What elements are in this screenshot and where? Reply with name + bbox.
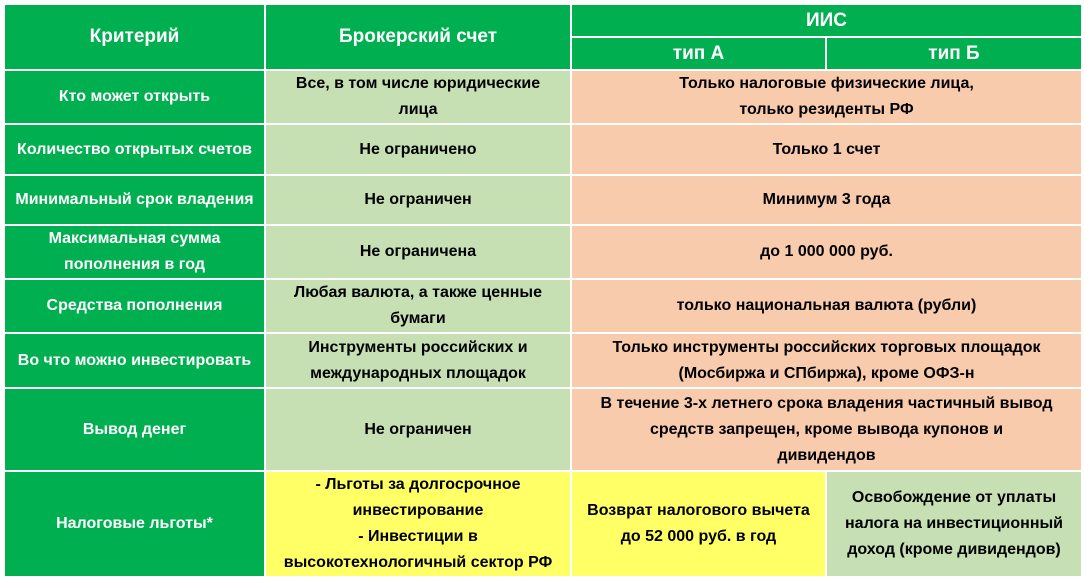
iis-cell — [571, 388, 1082, 471]
cell-line: Только налоговые физические лица, — [679, 75, 974, 92]
table-row-tax — [4, 471, 1082, 577]
cell-line: дивидендов — [777, 446, 876, 464]
type-a-tax-cell — [571, 471, 826, 577]
broker-tax-cell — [265, 471, 571, 577]
broker-cell — [265, 388, 571, 471]
broker-cell — [265, 175, 571, 225]
broker-cell — [265, 225, 571, 279]
cell-line: Освобождение от уплаты — [851, 489, 1057, 506]
cell-line: бумаги — [390, 310, 446, 327]
header-criterion: Критерий — [4, 4, 265, 70]
broker-cell — [265, 124, 571, 175]
criterion-cell: Максимальная сумма пополнения в год — [4, 225, 265, 279]
cell-line: - Инвестиции в — [358, 528, 478, 545]
criterion-cell: Во что можно инвестировать — [4, 333, 265, 388]
iis-cell — [571, 70, 1082, 124]
table-row — [4, 70, 1082, 124]
cell-line: средств запрещен, кроме вывода купонов и — [649, 420, 1004, 438]
cell-line: Не ограничена — [359, 243, 477, 260]
table-row — [4, 124, 1082, 175]
cell-line: Не ограничен — [364, 420, 472, 438]
broker-cell — [265, 279, 571, 333]
header-broker-account: Брокерский счет — [265, 4, 571, 70]
iis-cell — [571, 175, 1082, 225]
cell-line: лица — [398, 101, 438, 118]
table-row — [4, 333, 1082, 388]
broker-cell — [265, 70, 571, 124]
cell-line: только резиденты РФ — [739, 101, 914, 118]
criterion-cell: Вывод денег — [4, 388, 265, 471]
criterion-cell: Минимальный срок владения — [4, 175, 265, 225]
criterion-cell: Средства пополнения — [4, 279, 265, 333]
header-row-top — [4, 4, 1082, 37]
iis-cell — [571, 225, 1082, 279]
cell-line: - Льготы за долгосрочное — [315, 476, 521, 493]
iis-cell — [571, 333, 1082, 388]
cell-line: Все, в том числе юридические — [295, 75, 541, 92]
cell-line: Минимум 3 года — [762, 191, 891, 208]
cell-line: Любая валюта, а также ценные — [293, 284, 542, 301]
broker-cell — [265, 333, 571, 388]
header-iis: ИИС — [571, 4, 1082, 37]
header-type-b: тип Б — [826, 37, 1082, 70]
cell-line: до 52 000 руб. в год — [620, 528, 777, 545]
comparison-table — [3, 3, 1083, 578]
cell-line: (Мосбиржа и СПбиржа), кроме ОФЗ-н — [678, 364, 975, 382]
iis-cell — [571, 279, 1082, 333]
cell-line: Возврат налогового вычета — [587, 502, 810, 519]
cell-line: В течение 3-х летнего срока владения частичный вывод — [600, 394, 1053, 412]
cell-line: Инструменты российских и — [308, 338, 528, 356]
table-row — [4, 388, 1082, 471]
cell-line: высокотехнологичный сектор РФ — [283, 554, 553, 571]
criterion-cell: Количество открытых счетов — [4, 124, 265, 175]
criterion-cell: Налоговые льготы* — [4, 471, 265, 577]
header-type-a: тип А — [571, 37, 826, 70]
cell-line: Не ограничено — [359, 140, 477, 158]
cell-line: до 1 000 000 руб. — [760, 243, 893, 260]
type-b-tax-cell — [826, 471, 1082, 577]
cell-line: Только 1 счет — [772, 140, 881, 158]
cell-line: международных площадок — [310, 364, 526, 382]
table-row — [4, 279, 1082, 333]
cell-line: доход (кроме дивидендов) — [847, 541, 1061, 558]
cell-line: инвестирование — [352, 502, 484, 519]
iis-cell — [571, 124, 1082, 175]
table-row — [4, 225, 1082, 279]
criterion-cell: Кто может открыть — [4, 70, 265, 124]
cell-line: Только инструменты российских торговых площадок — [612, 338, 1041, 356]
cell-line: налога на инвестиционный — [845, 515, 1063, 532]
table-row — [4, 175, 1082, 225]
cell-line: Не ограничен — [364, 191, 472, 208]
cell-line: только национальная валюта (рубли) — [676, 297, 977, 314]
